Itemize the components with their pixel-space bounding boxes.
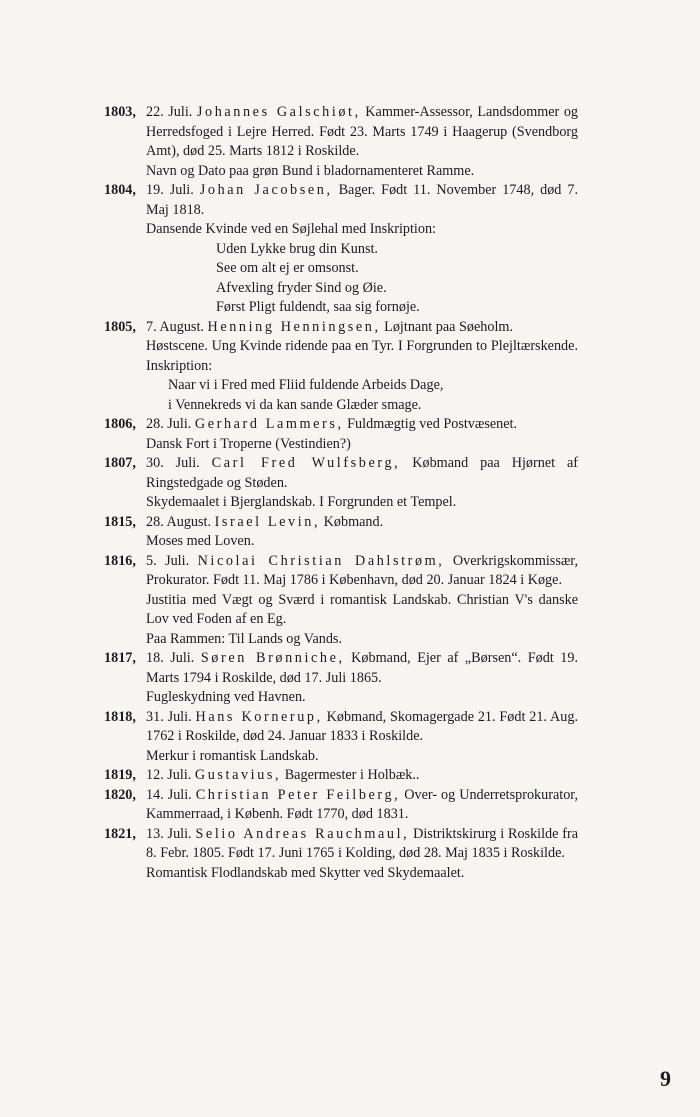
entry-text — [146, 181, 578, 220]
entry-1803 — [104, 103, 578, 181]
inscription-line: Først Pligt fuldendt, saa sig fornøje. — [216, 299, 420, 315]
entry-text — [146, 318, 578, 338]
entry-date: 5. Juli. — [146, 552, 190, 569]
entry-date: 12. Juli. — [146, 767, 192, 783]
entry-text — [146, 825, 578, 864]
entry-1817 — [104, 649, 578, 708]
entry-year: 1803, — [104, 104, 136, 120]
entry-year: 1806, — [104, 416, 136, 432]
entry-details: Købmand paa Hjørnet af Ringstedgade og Støden. — [146, 455, 579, 491]
person-name: Hans Kornerup, — [195, 708, 323, 725]
entry-date: 22. Juli. — [146, 104, 193, 120]
entry-1816 — [104, 552, 578, 650]
person-name: Gerhard Lammers, — [194, 416, 344, 432]
person-name: Israel Levin, — [214, 513, 321, 530]
entry-description: Moses med Loven. — [146, 533, 255, 549]
entry-year: 1818, — [104, 708, 136, 725]
entry-year: 1815, — [104, 513, 136, 530]
entry-1820 — [104, 786, 578, 825]
entry-details: Overkrigskommissær, Prokurator. Født 11. Maj 1786 i København, død 20. Januar 1824 i Køge. — [146, 552, 579, 588]
entry-date: 28. August. — [146, 513, 212, 530]
entry-date: 7. August. — [146, 318, 204, 335]
person-name: Selio Andreas Rauchmaul, — [195, 825, 410, 842]
entry-date: 31. Juli. — [146, 708, 192, 725]
entry-1805 — [104, 318, 578, 416]
entry-description: Dansende Kvinde ved en Søjlehal med Inskription: — [146, 221, 436, 237]
entry-1807 — [104, 454, 578, 513]
entry-year: 1820, — [104, 786, 136, 803]
entry-year: 1807, — [104, 455, 136, 471]
entry-1804 — [104, 181, 578, 318]
entry-text — [146, 766, 578, 786]
entry-details: Fuldmægtig ved Postvæsenet. — [343, 416, 518, 432]
entry-description: Merkur i romantisk Landskab. — [146, 747, 319, 764]
entry-description: Fugleskydning ved Havnen. — [146, 689, 306, 705]
entry-details: Bager. Født 11. November 1748, død 7. Maj 1818. — [146, 182, 579, 218]
person-name: Carl Fred Wulfsberg, — [211, 455, 401, 471]
entry-description: Høstscene. Ung Kvinde ridende paa en Tyr. I Forgrunden to Plejltærskende. Inskription: — [146, 338, 578, 374]
entry-details: Distriktskirurg i Roskilde fra 8. Febr. 1805. Født 17. Juni 1765 i Kolding, død 28. Maj 1835 i Roskilde. — [146, 825, 579, 861]
entry-1818 — [104, 708, 578, 767]
entry-year: 1805, — [104, 318, 136, 335]
entry-details: Over- og Underretsprokurator, Kammerraad, i Københ. Født 1770, død 1831. — [146, 786, 578, 822]
entry-1806 — [104, 415, 578, 454]
person-name: Nicolai Christian Dahlstrøm, — [197, 552, 445, 569]
entry-text — [146, 708, 578, 747]
entry-description: Navn og Dato paa grøn Bund i bladornamenteret Ramme. — [146, 162, 475, 179]
person-name: Henning Henningsen, — [207, 318, 381, 335]
entry-year: 1821, — [104, 825, 136, 842]
inscription-line: i Vennekreds vi da kan sande Glæder smage. — [168, 396, 422, 413]
inscription-line: See om alt ej er omsonst. — [216, 260, 359, 276]
entry-text — [146, 552, 578, 591]
entry-text — [146, 415, 578, 435]
entry-year: 1804, — [104, 182, 136, 198]
person-name: Christian Peter Feilberg, — [195, 786, 401, 803]
inscription-line: Naar vi i Fred med Fliid fuldende Arbeids Dage, — [168, 377, 444, 393]
entry-list — [104, 103, 578, 883]
person-name: Johan Jacobsen, — [199, 182, 333, 198]
entry-text — [146, 454, 578, 493]
entry-details: Købmand. — [320, 513, 384, 530]
entry-1815 — [104, 513, 578, 552]
entry-year: 1816, — [104, 552, 136, 569]
entry-year: 1817, — [104, 650, 136, 666]
entry-details: Løjtnant paa Søeholm. — [380, 318, 514, 335]
entry-details: Købmand, Ejer af „Børsen“. Født 19. Marts 1794 i Roskilde, død 17. Juli 1865. — [146, 650, 578, 686]
entry-date: 13. Juli. — [146, 825, 192, 842]
entry-text — [146, 786, 578, 825]
entry-text — [146, 513, 578, 533]
entry-text — [146, 103, 578, 162]
person-name: Johannes Galschiøt, — [196, 104, 361, 120]
entry-date: 28. Juli. — [146, 416, 192, 432]
person-name: Gustavius, — [194, 767, 282, 783]
frame-inscription: Paa Rammen: Til Lands og Vands. — [146, 630, 343, 647]
page-number: 9 — [660, 1066, 671, 1091]
entry-year: 1819, — [104, 767, 136, 783]
entry-details: Købmand, Skomagergade 21. Født 21. Aug. 1762 i Roskilde, død 24. Januar 1833 i Roskilde. — [146, 708, 579, 744]
inscription-line: Uden Lykke brug din Kunst. — [216, 240, 378, 257]
entry-date: 19. Juli. — [146, 182, 194, 198]
entry-description: Justitia med Vægt og Sværd i romantisk Landskab. Christian V's danske Lov ved Foden af en Eg. — [146, 591, 578, 627]
entry-1821 — [104, 825, 578, 884]
entry-1819 — [104, 766, 578, 786]
entry-text — [146, 649, 578, 688]
entry-date: 18. Juli. — [146, 650, 195, 666]
entry-date: 30. Juli. — [146, 455, 200, 471]
person-name: Søren Brønniche, — [200, 650, 345, 666]
entry-details: Kammer-Assessor, Landsdommer og Herredsfoged i Lejre Herred. Født 23. Marts 1749 i Haagerup (Svendborg Amt), død 25. Marts 1812 i Roskilde. — [146, 104, 579, 159]
entry-description: Skydemaalet i Bjerglandskab. I Forgrunden et Tempel. — [146, 494, 457, 510]
inscription-line: Afvexling fryder Sind og Øie. — [216, 279, 387, 296]
entry-details: Bagermester i Holbæk.. — [281, 767, 420, 783]
entry-description: Dansk Fort i Troperne (Vestindien?) — [146, 435, 351, 452]
entry-date: 14. Juli. — [146, 786, 192, 803]
entry-description: Romantisk Flodlandskab med Skytter ved Skydemaalet. — [146, 864, 465, 881]
